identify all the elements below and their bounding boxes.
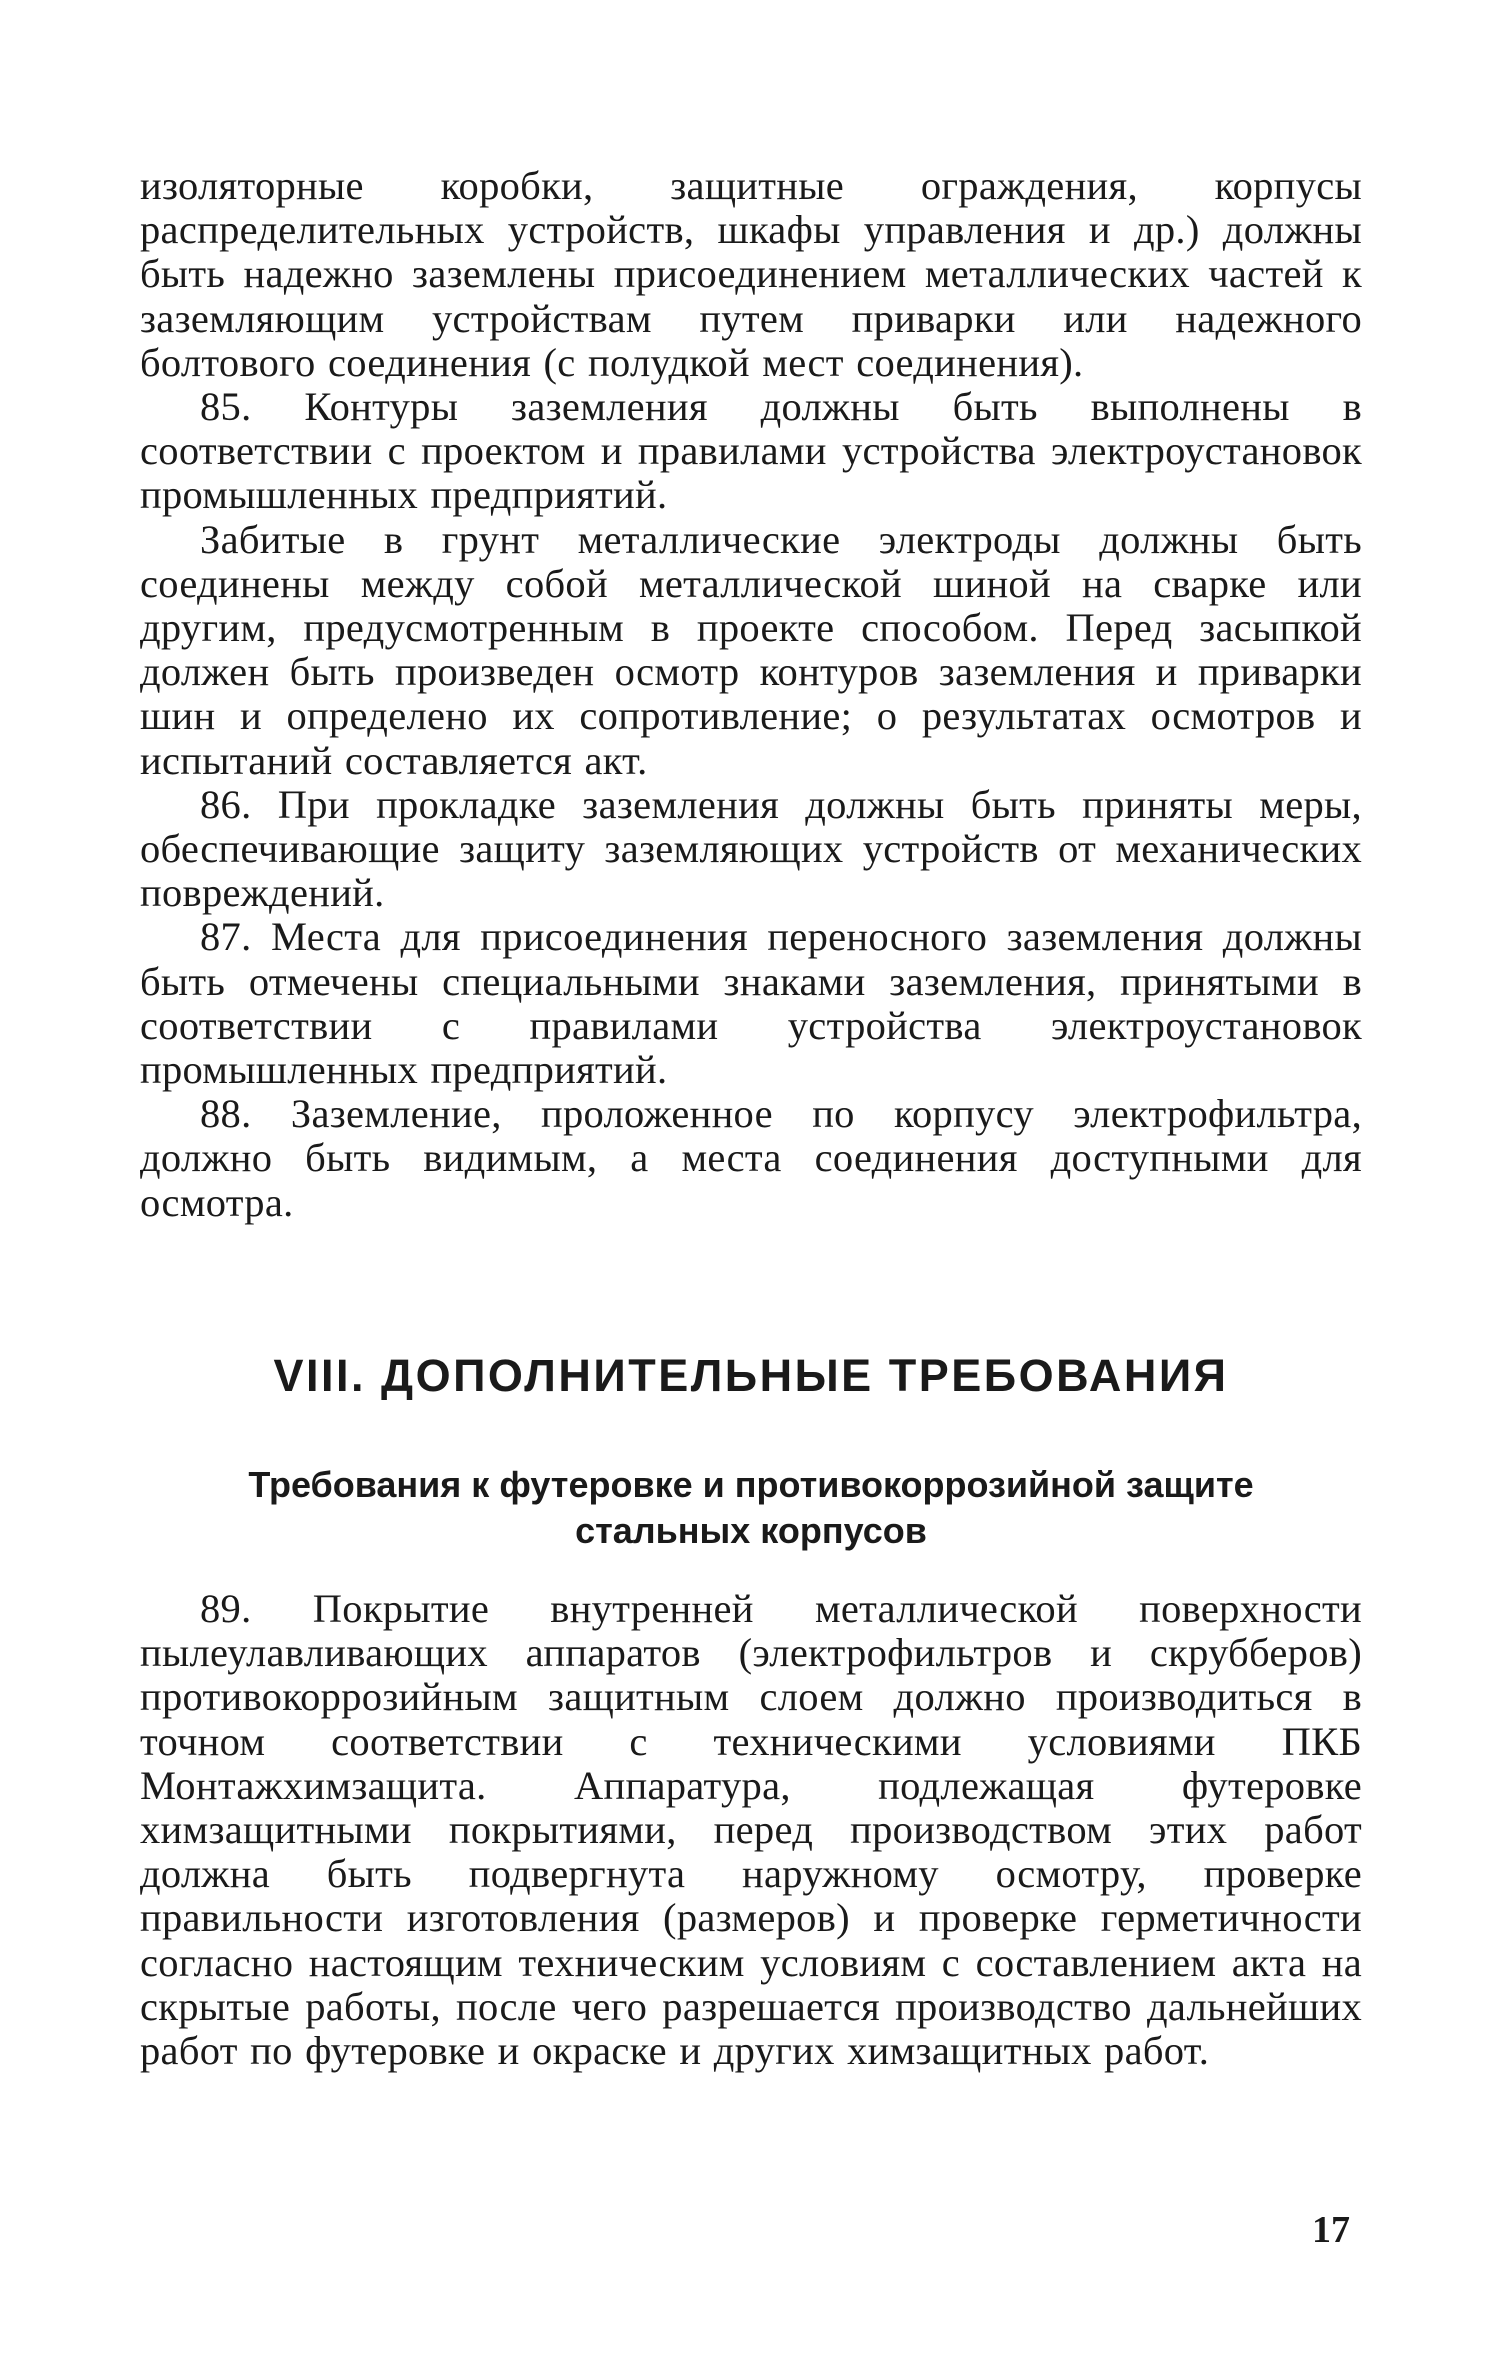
paragraph-89: 89. Покрытие внутренней металлической поверхности пылеулавливающих аппаратов (электрофильтров и скрубберов) противокоррозийным защитным слоем должно производиться в точном соответствии с техническими условиями ПКБ Монтажхимзащита. Аппаратура, подлежащая футеровке химзащитными покрытиями, перед производством этих работ должна быть подвергнута наружному осмотру, проверке правильности изготовления (размеров) и проверке герметичности согласно настоящим техническим условиям с составлением акта на скрытые работы, после чего разрешается производство дальнейших работ по футеровке и окраске и других химзащитных работ. <box>140 1586 1362 2074</box>
paragraph-continuation: изоляторные коробки, защитные ограждения, корпусы распределительных устройств, шкафы управления и др.) должны быть надежно заземлены присоединением металлических частей к заземляющим устройствам путем приварки или надежного болтового соединения (с полудкой мест соединения). <box>140 163 1362 385</box>
paragraph-86: 86. При прокладке заземления должны быть приняты меры, обеспечивающие защиту заземляющих устройств от механических повреждений. <box>140 781 1362 916</box>
paragraph-85: 85. Контуры заземления должны быть выполнены в соответствии с проектом и правилами устройства электроустановок промышленных предприятий. <box>140 384 1362 518</box>
subsection-heading-line2: стальных корпусов <box>575 1510 927 1551</box>
section-heading: VIII. ДОПОЛНИТЕЛЬНЫЕ ТРЕБОВАНИЯ <box>273 1350 1229 1401</box>
subsection-heading <box>140 1462 1362 1554</box>
body-text-top <box>140 164 1362 1225</box>
page-number: 17 <box>1312 2209 1350 2251</box>
paragraph-88: 88. Заземление, проложенное по корпусу электрофильтра, должно быть видимым, а места соединения доступными для осмотра. <box>140 1091 1362 1225</box>
subsection-heading-line1: Требования к футеровке и противокоррозийной защите <box>248 1464 1254 1505</box>
body-text-bottom <box>140 1587 1362 2073</box>
paragraph-electrodes: Забитые в грунт металлические электроды должны быть соединены между собой металлической шиной на сварке или другим, предусмотренным в проекте способом. Перед засыпкой должен быть произведен осмотр контуров заземления и приварки шин и определено их сопротивление; о результатах осмотров и испытаний составляется акт. <box>140 516 1362 783</box>
paragraph-87: 87. Места для присоединения переносного заземления должны быть отмечены специальными знаками заземления, принятыми в соответствии с правилами устройства электроустановок промышленных предприятий. <box>140 914 1362 1093</box>
